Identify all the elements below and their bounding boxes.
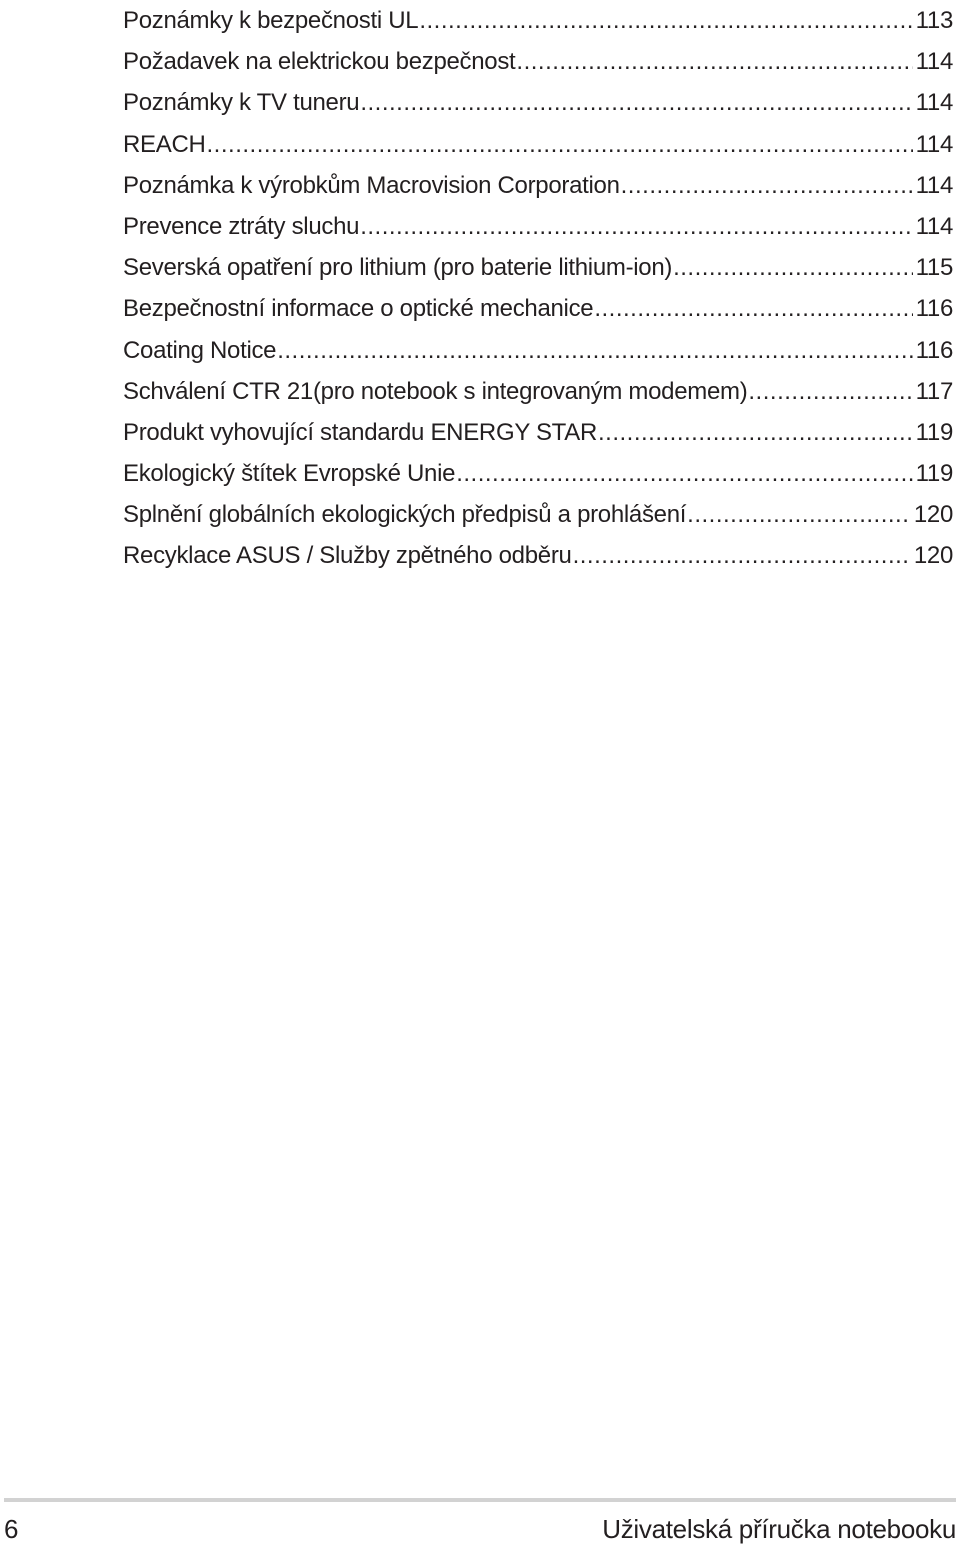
toc-entry-title: Bezpečnostní informace o optické mechanice [123, 295, 594, 323]
footer-page-number: 6 [4, 1514, 19, 1544]
toc-entry-page: 114 [915, 130, 953, 158]
toc-entry-page: 115 [915, 254, 953, 282]
toc-entry-title: Poznámky k TV tuneru [123, 89, 360, 117]
toc-dot-leader [621, 165, 913, 206]
toc-entry-title: Ekologický štítek Evropské Unie [123, 460, 456, 488]
toc-entry-page: 114 [915, 89, 953, 117]
toc-dot-leader [598, 412, 913, 453]
toc-entry[interactable] [123, 206, 953, 247]
toc-entry-page: 113 [915, 7, 953, 34]
toc-entry-title: Produkt vyhovující standardu ENERGY STAR [123, 418, 597, 446]
toc-dot-leader [573, 535, 911, 576]
toc-entry-page: 119 [915, 460, 953, 488]
toc-entry-title: Severská opatření pro lithium (pro baterie lithium-ion) [123, 254, 673, 282]
toc-entry-page: 116 [915, 336, 953, 364]
toc-entry-title: Požadavek na elektrickou bezpečnost [123, 48, 516, 76]
toc-dot-leader [419, 0, 912, 41]
toc-entry[interactable] [123, 41, 953, 82]
toc-dot-leader [594, 288, 912, 329]
toc-entry[interactable] [123, 494, 953, 535]
toc-dot-leader [748, 371, 912, 412]
toc-dot-leader [207, 124, 913, 165]
toc-entry-page: 119 [915, 418, 953, 446]
toc-dot-leader [687, 494, 911, 535]
toc-entry-title: REACH [123, 130, 206, 158]
toc-entry-title: Coating Notice [123, 336, 277, 364]
table-of-contents [123, 0, 953, 577]
toc-dot-leader [360, 82, 912, 123]
toc-entry-title: Recyklace ASUS / Služby zpětného odběru [123, 542, 572, 570]
toc-entry-page: 116 [915, 295, 953, 323]
toc-entry-title: Schválení CTR 21(pro notebook s integrovaným modemem) [123, 377, 748, 405]
toc-dot-leader [277, 330, 912, 371]
toc-dot-leader [456, 453, 912, 494]
toc-entry-title: Poznámka k výrobkům Macrovision Corporation [123, 171, 620, 199]
toc-entry[interactable] [123, 247, 953, 288]
toc-entry-page: 114 [915, 212, 953, 240]
toc-dot-leader [360, 206, 912, 247]
toc-entry-page: 120 [913, 501, 953, 529]
toc-entry[interactable] [123, 288, 953, 329]
toc-entry-title: Poznámky k bezpečnosti UL [123, 7, 419, 34]
toc-entry-title: Prevence ztráty sluchu [123, 212, 360, 240]
toc-dot-leader [673, 247, 913, 288]
toc-entry[interactable] [123, 165, 953, 206]
toc-entry-title: Splnění globálních ekologických předpisů a prohlášení [123, 501, 687, 529]
footer-document-title: Uživatelská příručka notebooku [602, 1514, 956, 1544]
toc-entry[interactable] [123, 371, 953, 412]
toc-entry-page: 114 [915, 171, 953, 199]
toc-entry[interactable] [123, 453, 953, 494]
toc-entry-page: 120 [913, 542, 953, 570]
footer-divider [4, 1498, 956, 1502]
toc-entry-page: 114 [915, 48, 953, 76]
toc-entry[interactable] [123, 535, 953, 576]
toc-entry[interactable] [123, 330, 953, 371]
toc-entry[interactable] [123, 0, 953, 41]
toc-entry[interactable] [123, 82, 953, 123]
toc-entry[interactable] [123, 124, 953, 165]
toc-entry-page: 117 [915, 377, 953, 405]
toc-entry[interactable] [123, 412, 953, 453]
toc-dot-leader [516, 41, 912, 82]
